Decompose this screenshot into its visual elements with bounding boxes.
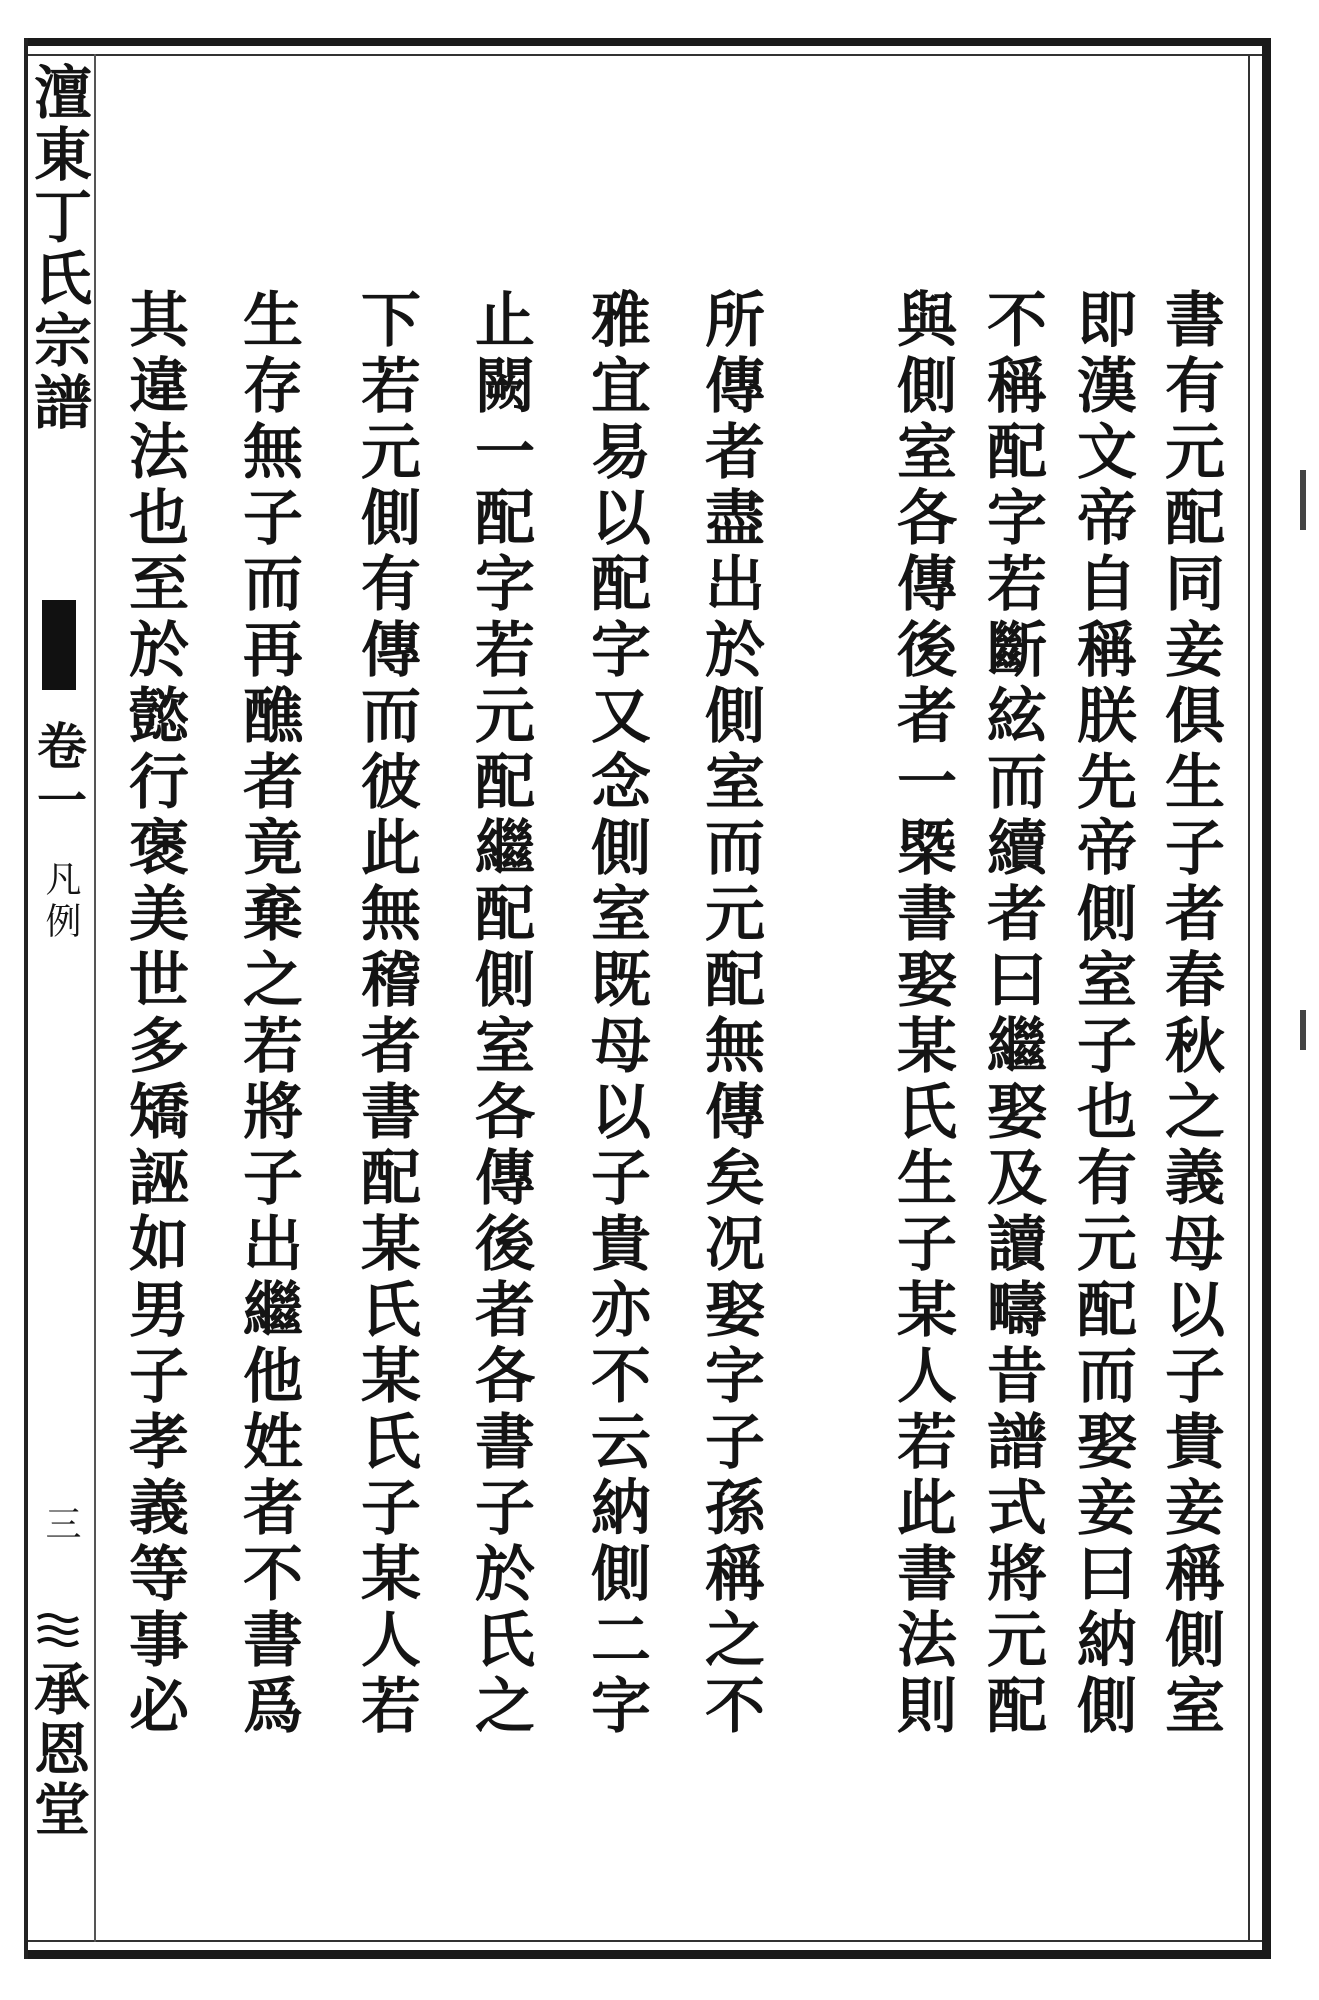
frame-right-inner-rule [1248, 54, 1250, 1942]
text-column-9: 生存無子而再醮者竟棄之若將子出繼他姓者不書爲 [233, 288, 303, 1740]
book-title: 澶東丁氏宗譜 [24, 62, 92, 434]
edge-mark [1300, 1010, 1306, 1050]
text-column-6: 雅宜易以配字又念側室既母以子貴亦不云納側二字 [581, 288, 651, 1740]
text-column-5: 所傳者盡出於側室而元配無傳矣况娶字子孫稱之不 [695, 288, 765, 1740]
text-column-10: 其違法也至於懿行褒美世多矯誣如男子孝義等事必 [119, 288, 189, 1740]
frame-top-inner-rule [28, 54, 1268, 56]
volume-label: 卷一 [29, 720, 88, 828]
frame-bottom-rule [28, 1950, 1268, 1959]
fold-margin-rule [94, 54, 96, 1942]
text-column-8: 下若元側有傳而彼此無稽者書配某氏某氏子某人若 [351, 288, 421, 1740]
fish-tail-ornament-icon [36, 1612, 80, 1650]
text-column-3: 不稱配字若斷絃而續者曰繼娶及讀疇昔譜式將元配 [977, 288, 1047, 1740]
text-column-7: 止闕一配字若元配繼配側室各傳後者各書子於氏之 [465, 288, 535, 1740]
fish-mouth-block [42, 600, 76, 690]
hall-name: 承恩堂 [25, 1660, 91, 1840]
text-column-1: 書有元配同妾俱生子者春秋之義母以子貴妾稱側室 [1155, 288, 1225, 1740]
text-column-2: 即漢文帝自稱朕先帝側室子也有元配而娶妾曰納側 [1067, 288, 1137, 1740]
frame-right-rule [1262, 38, 1271, 1959]
page-number: 三 [40, 1505, 81, 1541]
edge-mark [1300, 470, 1306, 530]
section-label: 凡例 [40, 860, 81, 944]
frame-top-rule [28, 38, 1268, 46]
text-column-4: 與側室各傳後者一槩書娶某氏生子某人若此書法則 [887, 288, 957, 1740]
frame-bottom-inner-rule [28, 1940, 1268, 1942]
